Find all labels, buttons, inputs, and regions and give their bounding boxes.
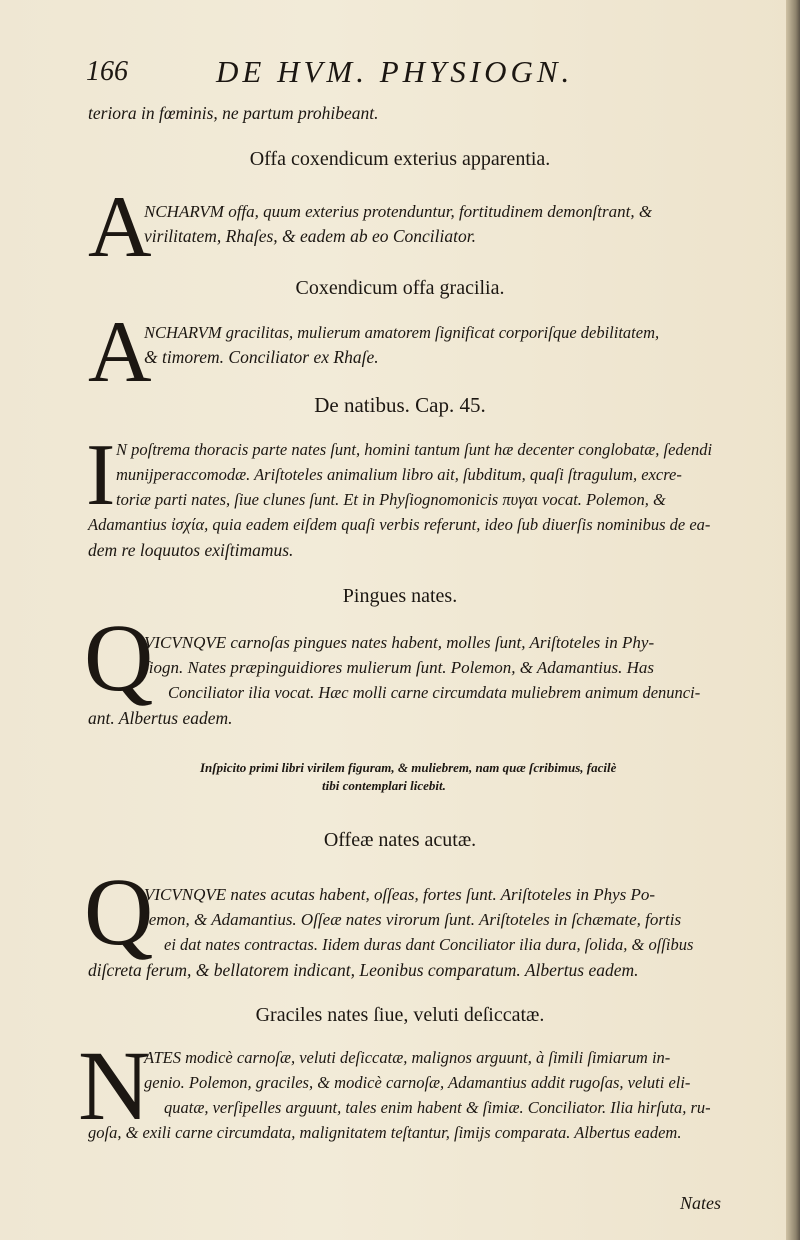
text-line: lemon, & Adamantius. Oſſeæ nates virorum ſunt. Ariſtoteles in ſchæmate, fortis [144,910,682,929]
drop-cap-q-2: Q [84,858,154,965]
drop-cap-i: I [86,427,116,524]
text-line: Conciliator ilia vocat. Hæc molli carne circumdata muliebrem animum denunci- [168,683,701,702]
text-line: munijperaccomodæ. Ariſtoteles animalium libro ait, ſubditum, quaſi ſtragulum, excre- [116,465,682,484]
text-line: NCHARVM offa, quum exterius protenduntur, fortitudinem demonſtrant, & [144,202,653,221]
drop-cap-n: N [78,1030,151,1141]
text-line: NCHARVM gracilitas, mulierum amatorem ſignificat corporiſque debilitatem, [144,323,660,342]
text-line: VICVNQVE carnoſas pingues nates habent, molles ſunt, Ariſtoteles in Phy- [144,633,655,652]
drop-cap-a-2: A [88,304,152,401]
figure-note: Inſpicito primi libri virilem figuram, & muliebrem, nam quæ ſcribimus, facilè [200,760,617,775]
text-line: toriæ parti nates, ſiue clunes ſunt. Et in Phyſiognomonicis πυγαι vocat. Polemon, & [116,490,666,509]
text-line: goſa, & exili carne circumdata, malignitatem teſtantur, ſimijs comparata. Albertus eadem. [88,1123,682,1142]
text-line: dem re loquutos exiſtimamus. [88,540,294,560]
text-line: Adamantius ἰσχία, quia eadem eiſdem quaſi verbis referunt, ideo ſub diuerſis nominibus de ea- [88,515,711,534]
page-number: 166 [86,56,128,87]
drop-cap-a-1: A [88,179,152,276]
text-line: quatæ, verſipelles arguunt, tales enim habent & ſimiæ. Conciliator. Ilia hirſuta, ru- [164,1098,711,1117]
section-heading-5: Graciles nates ſiue, veluti deſiccatæ. [255,1004,545,1026]
text-line: ſiogn. Nates præpinguidiores mulierum ſunt. Polemon, & Adamantius. Has [144,658,655,677]
chapter-heading: De natibus. Cap. 45. [314,393,486,417]
section-heading-3: Pingues nates. [342,585,458,607]
text-line: VICVNQVE nates acutas habent, oſſeas, fortes ſunt. Ariſtoteles in Phys Po- [144,885,656,904]
text-line: virilitatem, Rhaſes, & eadem ab eo Conciliator. [144,226,476,246]
text-line: ant. Albertus eadem. [88,708,233,728]
drop-cap-q-1: Q [84,604,154,711]
text-line: genio. Polemon, graciles, & modicè carnoſæ, Adamantius addit rugoſas, veluti eli- [144,1073,691,1092]
text-line: ei dat nates contractas. Iidem duras dant Conciliator ilia dura, ſolida, & oſſibus [164,935,694,954]
page-edge-shadow [786,0,800,1240]
section-heading-2: Coxendicum offa gracilia. [295,277,505,299]
section-heading-4: Offeæ nates acutæ. [323,829,477,851]
figure-note: tibi contemplari licebit. [322,778,446,793]
text-line: N poſtrema thoracis parte nates ſunt, homini tantum ſunt hæ decenter conglobatæ, ſedendi [116,440,713,459]
text-line: & timorem. Conciliator ex Rhaſe. [144,347,379,367]
catchword: Nates [680,1193,722,1213]
text-line: diſcreta ferum, & bellatorem indicant, Leonibus comparatum. Albertus eadem. [88,960,639,980]
carryover-line: teriora in fœminis, ne partum prohibeant. [88,103,379,123]
text-line: ATES modicè carnoſæ, veluti deſiccatæ, malignos arguunt, à ſimili ſimiarum in- [144,1048,671,1067]
running-title: DE HVM. PHYSIOGN. [216,54,574,89]
section-heading-1: Offa coxendicum exterius apparentia. [249,148,551,170]
